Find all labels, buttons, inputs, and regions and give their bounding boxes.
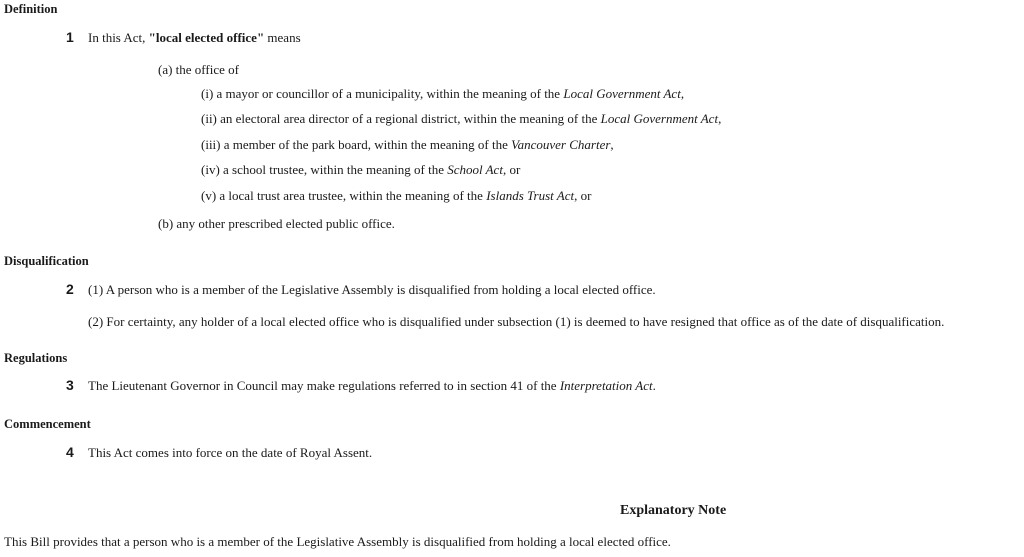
section-1-intro: In this Act, "local elected office" means xyxy=(88,30,301,45)
section-number-3: 3 xyxy=(66,377,74,393)
paragraph-b: (b) any other prescribed elected public office. xyxy=(158,216,395,231)
heading-regulations: Regulations xyxy=(4,351,68,365)
section-number-2: 2 xyxy=(66,281,74,297)
heading-definition: Definition xyxy=(4,2,58,16)
heading-commencement: Commencement xyxy=(4,417,91,431)
section-3-text: The Lieutenant Governor in Council may make regulations referred to in section 41 of the Interpretation Act. xyxy=(88,378,656,393)
subparagraph-v: (v) a local trust area trustee, within the meaning of the Islands Trust Act, or xyxy=(201,188,592,203)
subsection-2: (2) For certainty, any holder of a local elected office who is disqualified under subsection (1) is deemed to have resigned that office as of the date of disqualification. xyxy=(88,314,945,329)
section-number-4: 4 xyxy=(66,444,74,460)
subparagraph-iii: (iii) a member of the park board, within the meaning of the Vancouver Charter, xyxy=(201,137,614,152)
subsection-1: (1) A person who is a member of the Legislative Assembly is disqualified from holding a local elected office. xyxy=(88,282,656,297)
subparagraph-i: (i) a mayor or councillor of a municipality, within the meaning of the Local Government Act, xyxy=(201,86,685,101)
heading-disqualification: Disqualification xyxy=(4,254,89,268)
paragraph-a: (a) the office of xyxy=(158,62,239,77)
subparagraph-iv: (iv) a school trustee, within the meaning of the School Act, or xyxy=(201,162,521,177)
section-4-text: This Act comes into force on the date of Royal Assent. xyxy=(88,445,373,460)
subparagraph-ii: (ii) an electoral area director of a regional district, within the meaning of the Local Government Act, xyxy=(201,111,722,126)
section-number-1: 1 xyxy=(66,29,74,45)
explanatory-note-title: Explanatory Note xyxy=(620,503,727,518)
explanatory-note-text: This Bill provides that a person who is a member of the Legislative Assembly is disqualified from holding a local elected office. xyxy=(4,534,671,549)
